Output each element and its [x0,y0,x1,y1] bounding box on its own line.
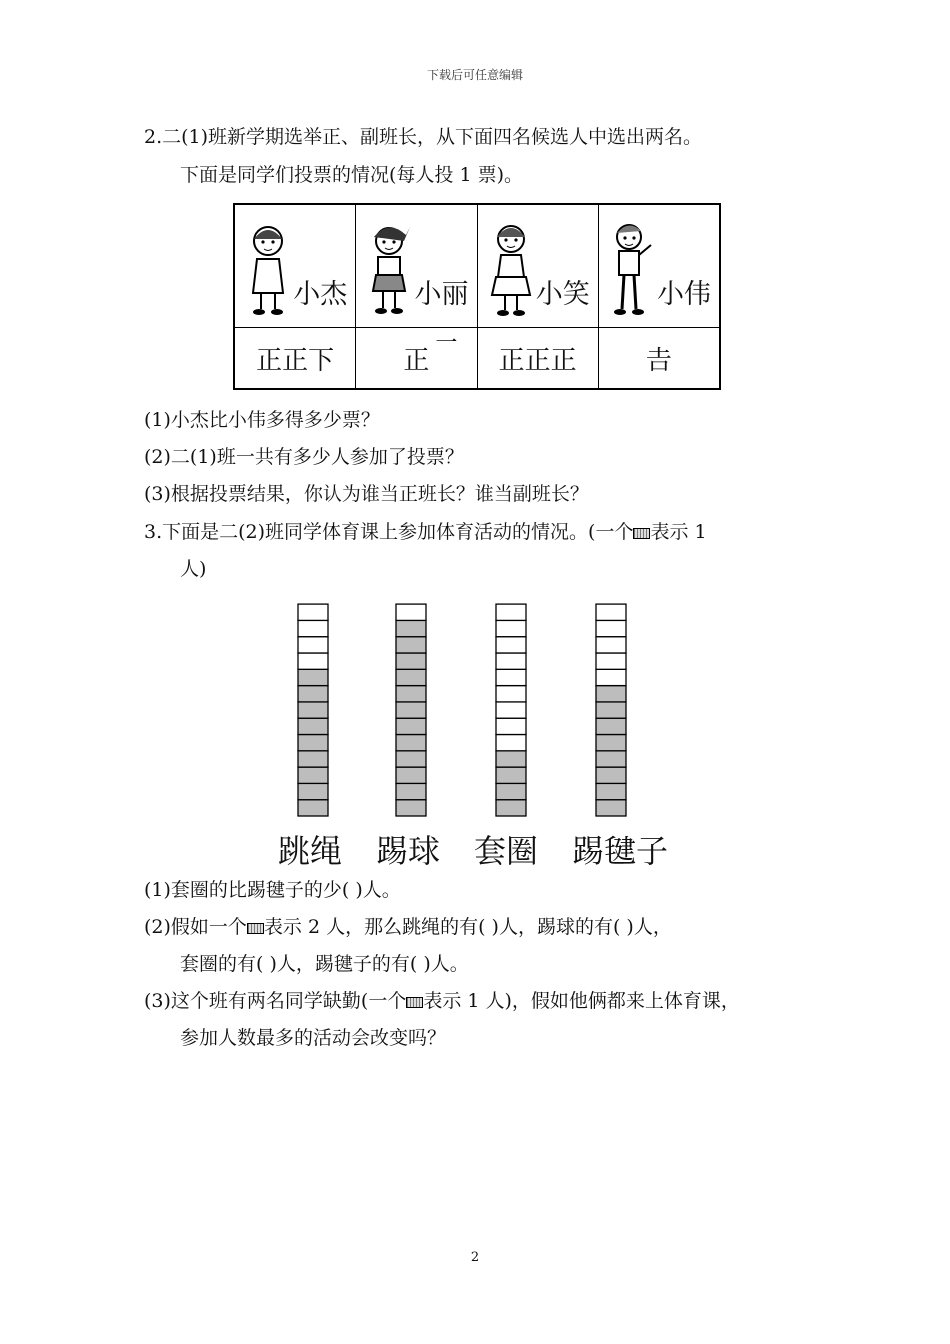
filled-block [298,718,328,734]
q3-question-1: (1)套圈的比踢毽子的少( )人。 [144,879,401,901]
candidate-name: 小杰 [293,279,348,310]
q3-q3-pre: (3)这个班有两名同学缺勤(一个 [144,990,407,1012]
filled-block [298,751,328,767]
empty-block [298,637,328,653]
filled-block [396,735,426,751]
tally-marks: 正正下 [256,345,335,376]
q3-question-2-cont: 套圈的有( )人，踢毽子的有( )人。 [180,953,469,975]
empty-block [596,604,626,620]
filled-block [596,767,626,783]
filled-block [596,686,626,702]
tally-marks: 正正正 [498,345,577,376]
candidate-name: 小笑 [535,279,590,310]
q3-intro-a: 3.下面是二(2)班同学体育课上参加体育活动的情况。(一个 [144,521,634,543]
category-label: 踢球 [376,832,441,870]
empty-block [496,686,526,702]
filled-block [396,637,426,653]
candidate-name: 小丽 [414,279,469,310]
filled-block [396,620,426,636]
empty-block [596,669,626,685]
filled-block [496,800,526,816]
empty-block [496,735,526,751]
empty-block [298,620,328,636]
filled-block [298,800,328,816]
page-header: 下载后可任意编辑 [426,68,523,82]
tally-extra-stroke: 一 [435,330,458,356]
tally-marks: 正 [403,345,430,376]
filled-block [396,702,426,718]
q3-question-3 [144,989,740,1013]
category-label: 跳绳 [278,832,343,870]
filled-block [596,735,626,751]
filled-block [596,783,626,799]
empty-block [396,604,426,620]
q2-question-1: (1)小杰比小伟多得多少票？ [144,409,380,431]
q2-instruction: 下面是同学们投票的情况(每人投 1 票)。 [180,164,523,186]
filled-block [396,653,426,669]
filled-block [596,702,626,718]
empty-block [496,637,526,653]
filled-block [298,669,328,685]
filled-block [496,751,526,767]
filled-block [298,702,328,718]
q2-question-3: (3)根据投票结果，你认为谁当正班长？谁当副班长？ [144,483,589,505]
q3-q2-pre: (2)假如一个 [144,916,247,938]
filled-block [496,783,526,799]
empty-block [596,653,626,669]
filled-block [396,783,426,799]
q3-question-2 [144,915,672,939]
q2-question-2: (2)二(1)班一共有多少人参加了投票？ [144,446,464,468]
filled-block [596,751,626,767]
page-number: 2 [470,1250,480,1265]
empty-block [496,653,526,669]
filled-block [298,783,328,799]
filled-block [396,767,426,783]
filled-block [396,800,426,816]
empty-block [496,604,526,620]
q3-title-cont: 人) [180,558,207,580]
q3-question-3-cont: 参加人数最多的活动会改变吗？ [180,1027,447,1049]
filled-block [298,767,328,783]
empty-block [496,702,526,718]
filled-block [496,767,526,783]
filled-block [396,686,426,702]
q3-intro-b: 表示 1 [650,521,707,543]
empty-block [596,637,626,653]
filled-block [596,718,626,734]
block-icon [247,923,264,934]
empty-block [496,718,526,734]
empty-block [496,669,526,685]
filled-block [396,718,426,734]
empty-block [496,620,526,636]
category-label: 套圈 [474,832,539,870]
tally-marks: 𠮷 [645,345,672,376]
empty-block [298,653,328,669]
filled-block [596,800,626,816]
filled-block [298,735,328,751]
candidate-name: 小伟 [657,279,711,310]
empty-block [298,604,328,620]
filled-block [298,686,328,702]
empty-block [596,620,626,636]
filled-block [396,669,426,685]
block-icon [406,997,423,1008]
category-label: 踢毽子 [572,832,669,870]
q3-q2-post: 表示 2 人，那么跳绳的有( )人，踢球的有( )人， [263,916,672,938]
filled-block [396,751,426,767]
q2-title: 2.二(1)班新学期选举正、副班长，从下面四名候选人中选出两名。 [144,126,703,148]
q3-q3-post: 表示 1 人)，假如他俩都来上体育课， [423,990,740,1012]
